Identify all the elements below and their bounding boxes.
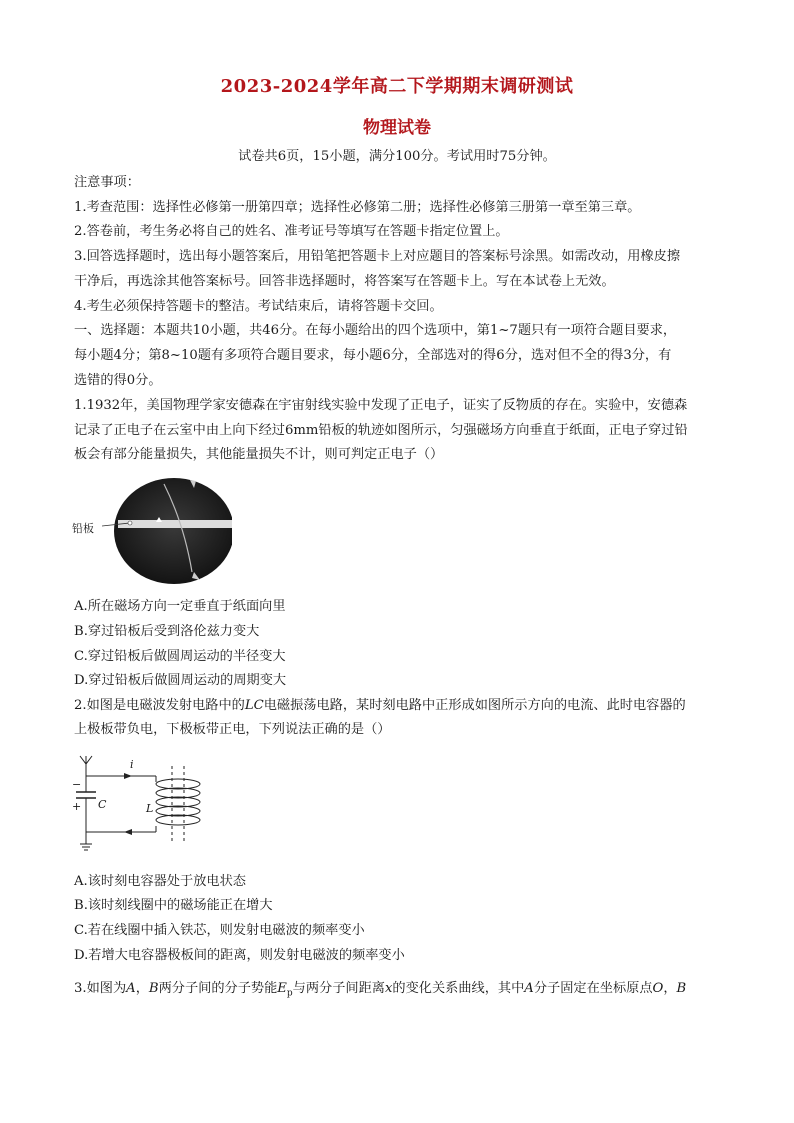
current-arrow-icon bbox=[124, 773, 132, 779]
inductor-label: L bbox=[146, 802, 154, 815]
lc-circuit-diagram bbox=[72, 752, 212, 862]
q3-text: ， bbox=[663, 981, 677, 996]
notice-item: 2.答卷前，考生务必将自己的姓名、准考证号等填写在答题卡指定位置上。 bbox=[74, 224, 509, 239]
lead-plate-label: 铅板 bbox=[72, 522, 94, 535]
q3-text: 的变化关系曲线，其中 bbox=[392, 981, 525, 996]
notice-heading: 注意事项： bbox=[74, 175, 140, 190]
q3-text: 两分子间的分子势能 bbox=[158, 981, 278, 996]
exam-title: 2023-2024学年高二下学期期末调研测试 bbox=[220, 76, 574, 97]
question-1-option-a: A.所在磁场方向一定垂直于纸面向里 bbox=[74, 599, 286, 614]
notice-item-continued: 干净后，再选涂其他答案标号。回答非选择题时，将答案写在答题卡上。写在本试卷上无效。 bbox=[74, 274, 615, 289]
q3-symbol-a: A bbox=[126, 981, 136, 996]
lc-circuit-figure bbox=[72, 752, 212, 862]
lead-plate bbox=[118, 520, 232, 528]
notice-item: 3.回答选择题时，选出每小题答案后，用铅笔把答题卡上对应题目的答案标号涂黑。如需改动，用橡皮擦 bbox=[74, 249, 681, 264]
question-1-option-b: B.穿过铅板后受到洛伦兹力变大 bbox=[74, 624, 260, 639]
current-arrow-icon bbox=[124, 829, 132, 835]
q3-text: ， bbox=[135, 981, 149, 996]
question-1-stem: 记录了正电子在云室中由上向下经过6mm铅板的轨迹如图所示，匀强磁场方向垂直于纸面，正电子穿过铅 bbox=[74, 423, 688, 438]
q2-lc-symbol: LC bbox=[244, 698, 264, 713]
q3-symbol-ep: E bbox=[277, 981, 287, 996]
q3-symbol-a: A bbox=[524, 981, 534, 996]
minus-sign: − bbox=[72, 778, 82, 791]
question-2-stem bbox=[74, 697, 734, 715]
ground-icon bbox=[80, 844, 92, 850]
cloud-chamber-figure bbox=[72, 476, 232, 588]
question-1-stem: 1.1932年，美国物理学家安德森在宇宙射线实验中发现了正电子，证实了反物质的存在。实验中，安德森 bbox=[74, 398, 688, 413]
magnetic-field-lines bbox=[172, 766, 184, 842]
current-label: i bbox=[130, 758, 134, 771]
question-2-option-c: C.若在线圈中插入铁芯，则发射电磁波的频率变小 bbox=[74, 923, 365, 938]
question-1-option-c: C.穿过铅板后做圆周运动的半径变大 bbox=[74, 649, 286, 664]
section-instructions: 选错的得0分。 bbox=[74, 373, 162, 388]
q3-text: 分子固定在坐标原点 bbox=[533, 981, 653, 996]
section-instructions: 每小题4分；第8~10题有多项符合题目要求，每小题6分，全部选对的得6分，选对但不全的得3分，有 bbox=[74, 348, 672, 363]
pointer-dot bbox=[128, 521, 132, 525]
question-3-stem bbox=[74, 980, 734, 1003]
q3-text: 3.如图为 bbox=[74, 981, 127, 996]
question-2-option-b: B.该时刻线圈中的磁场能正在增大 bbox=[74, 898, 273, 913]
q3-symbol-ep-sub: p bbox=[286, 988, 293, 999]
exam-subtitle: 物理试卷 bbox=[363, 118, 431, 138]
section-instructions: 一、选择题：本题共10小题，共46分。在每小题给出的四个选项中，第1~7题只有一项符合题目要求， bbox=[74, 323, 677, 338]
question-1-stem: 板会有部分能量损失，其他能量损失不计，则可判定正电子（） bbox=[74, 447, 444, 462]
question-1-option-d: D.穿过铅板后做圆周运动的周期变大 bbox=[74, 673, 287, 688]
q3-symbol-b: B bbox=[148, 981, 159, 996]
q3-symbol-x: x bbox=[384, 981, 393, 996]
q3-symbol-b: B bbox=[676, 981, 687, 996]
question-2-option-d: D.若增大电容器极板间的距离，则发射电磁波的频率变小 bbox=[74, 948, 405, 963]
exam-info: 试卷共6页，15小题，满分100分。考试用时75分钟。 bbox=[238, 149, 556, 164]
notice-item: 1.考查范围：选择性必修第一册第四章；选择性必修第二册；选择性必修第三册第一章至第三章。 bbox=[74, 200, 641, 215]
question-2-option-a: A.该时刻电容器处于放电状态 bbox=[74, 874, 246, 889]
q2-text: 2.如图是电磁波发射电路中的 bbox=[74, 698, 245, 713]
question-2-stem: 上极板带负电，下极板带正电，下列说法正确的是（） bbox=[74, 722, 391, 737]
q3-symbol-o: O bbox=[652, 981, 664, 996]
q3-text: 与两分子间距离 bbox=[292, 981, 385, 996]
q2-text: 电磁振荡电路，某时刻电路中正形成如图所示方向的电流、此时电容器的 bbox=[263, 698, 686, 713]
plus-sign: + bbox=[72, 800, 82, 813]
notice-item: 4.考生必须保持答题卡的整洁。考试结束后，请将答题卡交回。 bbox=[74, 299, 443, 314]
cloud-chamber-photo bbox=[72, 476, 232, 588]
antenna-icon bbox=[80, 756, 92, 770]
capacitor-label: C bbox=[98, 798, 107, 811]
chamber-disc bbox=[114, 478, 232, 584]
